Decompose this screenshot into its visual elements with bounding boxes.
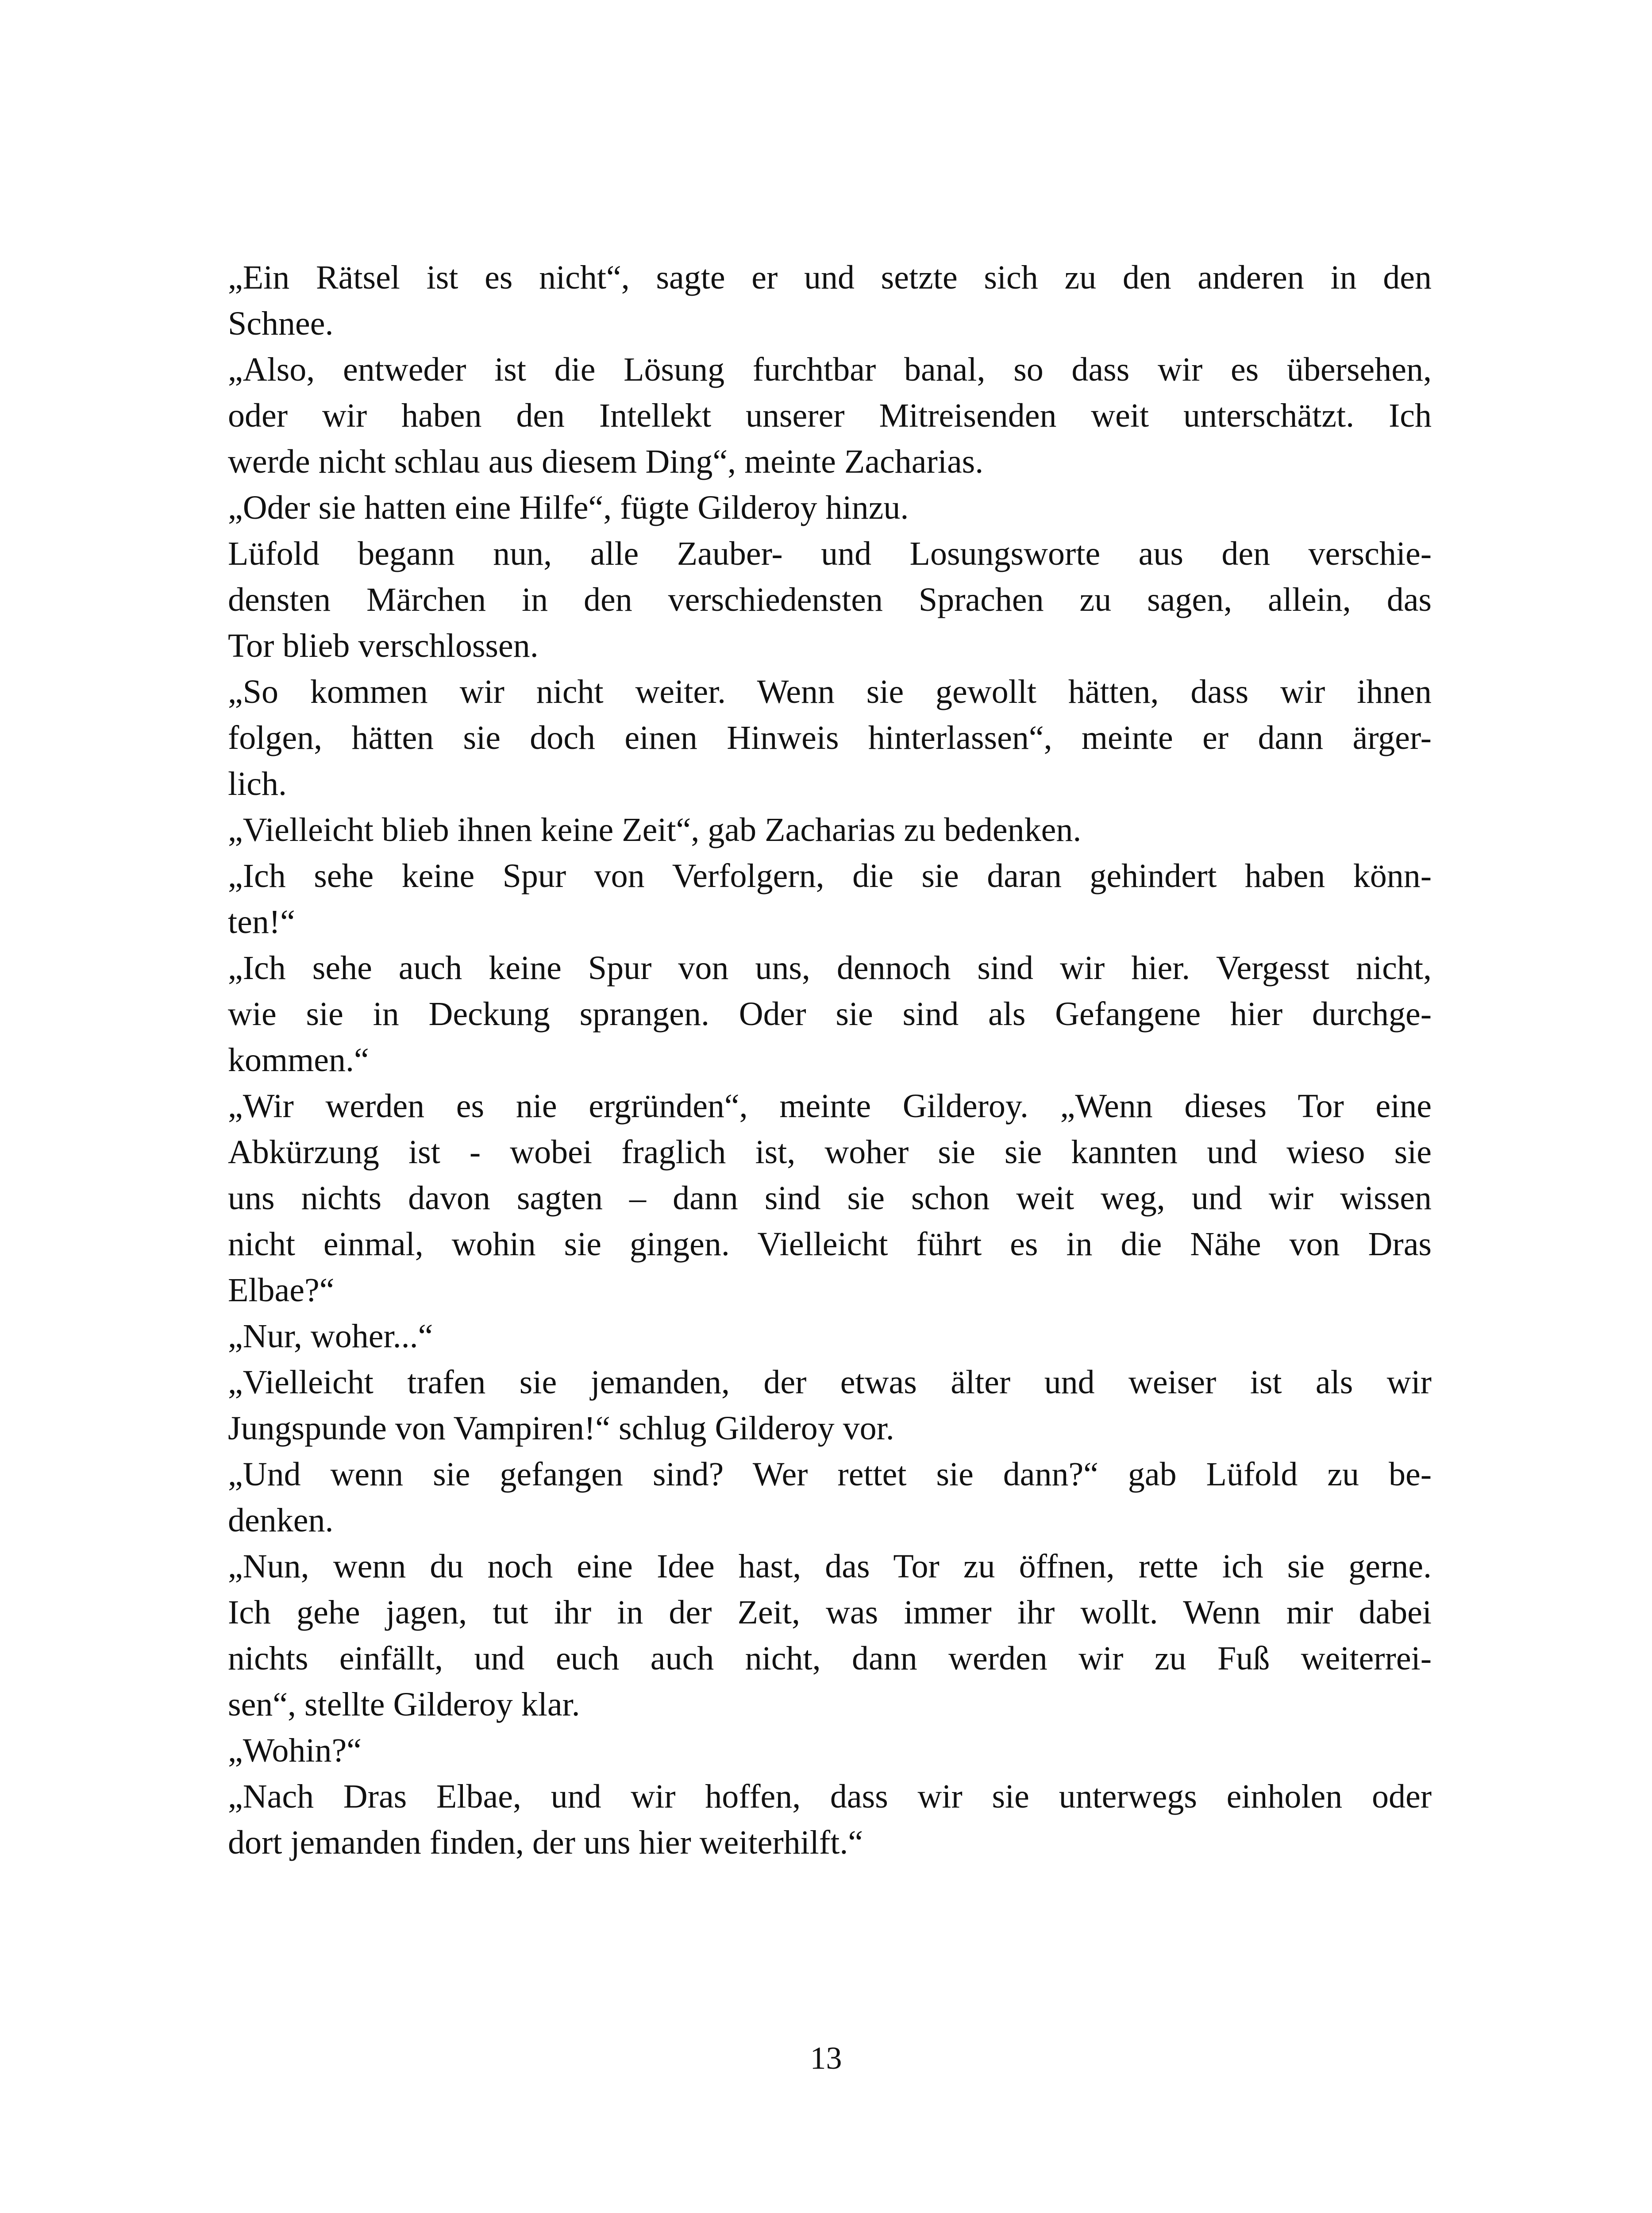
- page-number: 13: [810, 2040, 842, 2076]
- text-line: Elbae?“: [228, 1272, 335, 1309]
- text-line: Jungspunde von Vampiren!“ schlug Gilderoy vor.: [228, 1410, 894, 1447]
- text-line: lich.: [228, 765, 287, 802]
- text-line: „Vielleicht trafen sie jemanden, der etwas älter und weiser ist als wir: [228, 1364, 1432, 1401]
- text-line: oder wir haben den Intellekt unserer Mitreisenden weit unterschätzt. Ich: [228, 397, 1432, 434]
- text-line: „Nun, wenn du noch eine Idee hast, das Tor zu öffnen, rette ich sie gerne.: [228, 1548, 1432, 1585]
- text-line: Tor blieb verschlossen.: [228, 627, 539, 664]
- text-line: denken.: [228, 1502, 334, 1539]
- text-line: „Nach Dras Elbae, und wir hoffen, dass wir sie unterwegs einholen oder: [228, 1778, 1432, 1815]
- text-line: Abkürzung ist - wobei fraglich ist, woher sie sie kannten und wieso sie: [228, 1133, 1432, 1171]
- text-line: ten!“: [228, 903, 295, 941]
- text-line: sen“, stellte Gilderoy klar.: [228, 1686, 580, 1723]
- text-line: „Vielleicht blieb ihnen keine Zeit“, gab Zacharias zu bedenken.: [228, 811, 1082, 848]
- text-line: folgen, hätten sie doch einen Hinweis hinterlassen“, meinte er dann ärger-: [228, 719, 1432, 756]
- text-line: „Oder sie hatten eine Hilfe“, fügte Gilderoy hinzu.: [228, 489, 909, 526]
- text-line: wie sie in Deckung sprangen. Oder sie sind als Gefangene hier durchge-: [228, 995, 1432, 1033]
- text-line: „Ich sehe keine Spur von Verfolgern, die sie daran gehindert haben könn-: [228, 857, 1432, 894]
- text-line: Schnee.: [228, 305, 334, 342]
- body-text: [228, 254, 1432, 1866]
- text-line: „Ein Rätsel ist es nicht“, sagte er und setzte sich zu den anderen in den: [228, 259, 1432, 296]
- text-line: „Wohin?“: [228, 1732, 362, 1769]
- text-line: „Nur, woher...“: [228, 1318, 433, 1355]
- text-line: Ich gehe jagen, tut ihr in der Zeit, was immer ihr wollt. Wenn mir dabei: [228, 1594, 1432, 1631]
- text-line: „So kommen wir nicht weiter. Wenn sie gewollt hätten, dass wir ihnen: [228, 673, 1432, 710]
- text-line: „Ich sehe auch keine Spur von uns, dennoch sind wir hier. Vergesst nicht,: [228, 949, 1432, 987]
- text-line: kommen.“: [228, 1041, 369, 1079]
- text-line: uns nichts davon sagten – dann sind sie schon weit weg, und wir wissen: [228, 1180, 1432, 1217]
- text-line: nichts einfällt, und euch auch nicht, dann werden wir zu Fuß weiterrei-: [228, 1640, 1432, 1677]
- text-line: densten Märchen in den verschiedensten Sprachen zu sagen, allein, das: [228, 581, 1432, 618]
- text-line: „Wir werden es nie ergründen“, meinte Gilderoy. „Wenn dieses Tor eine: [228, 1087, 1432, 1125]
- text-line: nicht einmal, wohin sie gingen. Vielleicht führt es in die Nähe von Dras: [228, 1226, 1432, 1263]
- text-line: Lüfold begann nun, alle Zauber- und Losungsworte aus den verschie-: [228, 535, 1432, 572]
- text-line: dort jemanden finden, der uns hier weiterhilft.“: [228, 1824, 863, 1861]
- text-line: „Also, entweder ist die Lösung furchtbar banal, so dass wir es übersehen,: [228, 351, 1432, 388]
- text-line: „Und wenn sie gefangen sind? Wer rettet sie dann?“ gab Lüfold zu be-: [228, 1456, 1432, 1493]
- text-line: werde nicht schlau aus diesem Ding“, meinte Zacharias.: [228, 443, 984, 480]
